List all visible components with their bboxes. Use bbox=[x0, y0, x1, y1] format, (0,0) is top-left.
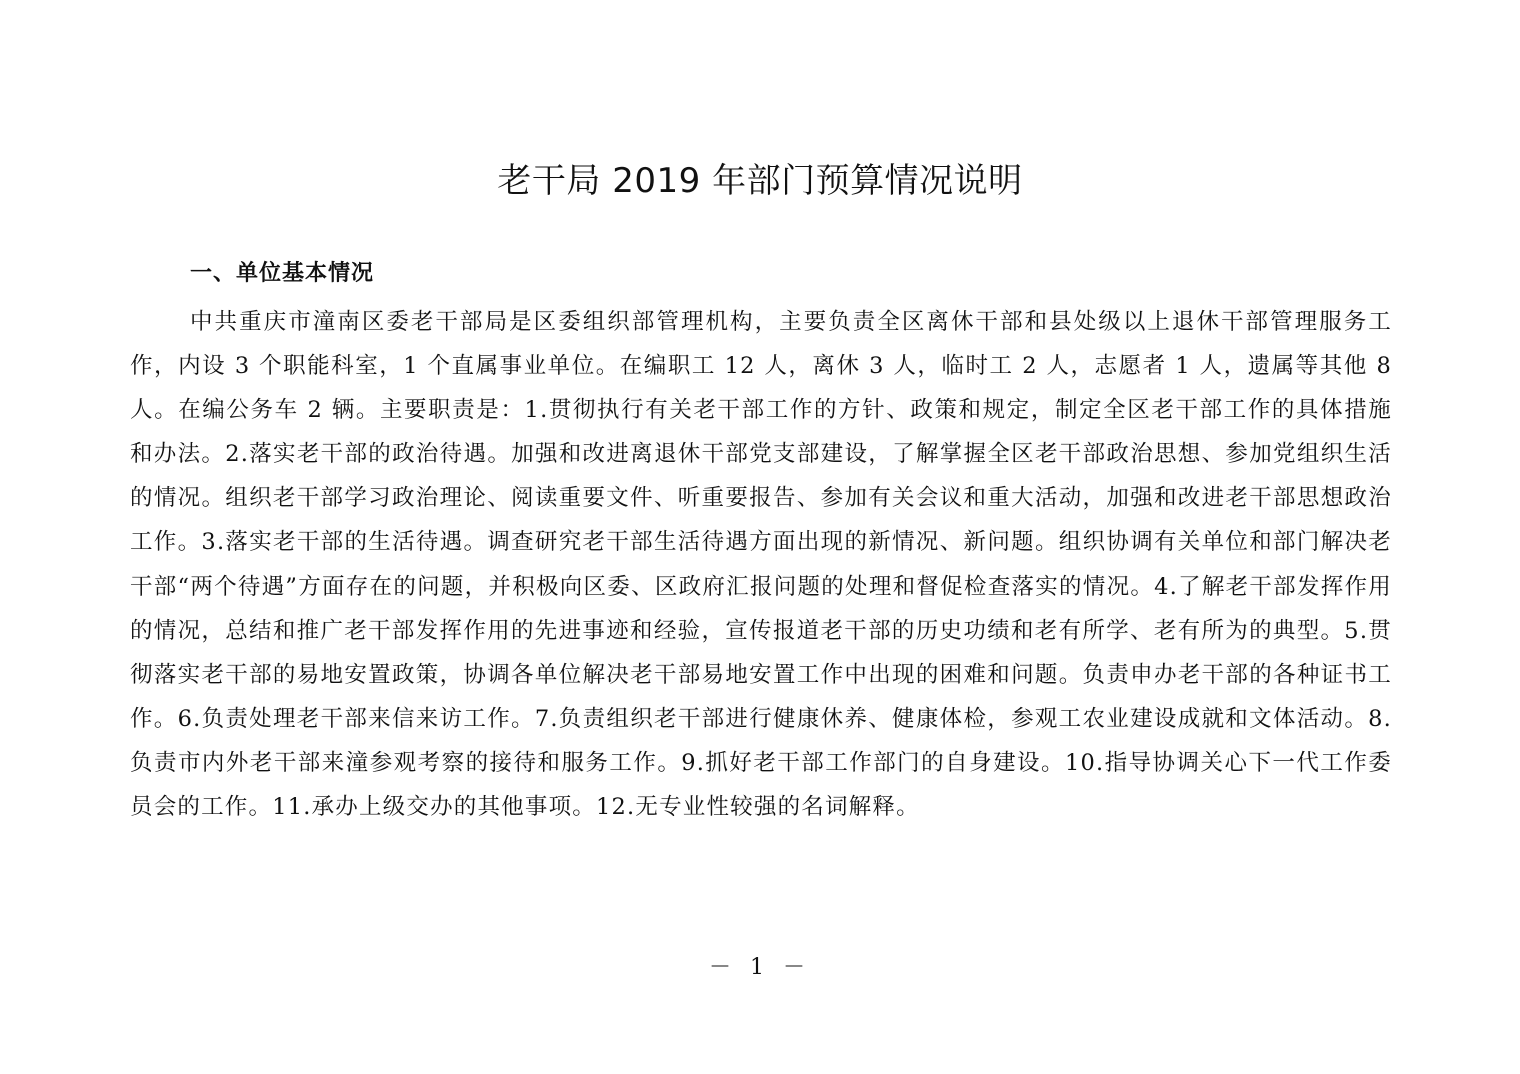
section-heading: 一、单位基本情况 bbox=[190, 261, 375, 286]
document-title: 老干局 2019 年部门预算情况说明 bbox=[497, 161, 1023, 201]
body-paragraph: 中共重庆市潼南区委老干部局是区委组织部管理机构，主要负责全区离休干部和县处级以上退休干部管理服务工作，内设 3 个职能科室，1 个直属事业单位。在编职工 12 人，离休 3 人，临时工 2 人，志愿者 1 人，遗属等其他 8 人。在编公务车 2 辆。主要职责是：1.贯彻执行有关老干部工作的方针、政策和规定，制定全区老干部工作的具体措施和办法。2.落实老干部的政治待遇。加强和改进离退休干部党支部建设，了解掌握全区老干部政治思想、参加党组织生活的情况。组织老干部学习政治理论、阅读重要文件、听重要报告、参加有关会议和重大活动，加强和改进老干部思想政治工作。3.落实老干部的生活待遇。调查研究老干部生活待遇方面出现的新情况、新问题。组织协调有关单位和部门解决老干部“两个待遇”方面存在的问题，并积极向区委、区政府汇报问题的处理和督促检查落实的情况。4.了解老干部发挥作用的情况，总结和推广老干部发挥作用的先进事迹和经验，宣传报道老干部的历史功绩和老有所学、老有所为的典型。5.贯彻落实老干部的易地安置政策，协调各单位解决老干部易地安置工作中出现的困难和问题。负责申办老干部的各种证书工作。6.负责处理老干部来信来访工作。7.负责组织老干部进行健康休养、健康体检，参观工农业建设成就和文体活动。8.负责市内外老干部来潼参观考察的接待和服务工作。9.抓好老干部工作部门的自身建设。10.指导协调关心下一代工作委员会的工作。11.承办上级交办的其他事项。12.无专业性较强的名词解释。 bbox=[130, 309, 1392, 821]
page-number: － 1 － bbox=[709, 955, 811, 980]
